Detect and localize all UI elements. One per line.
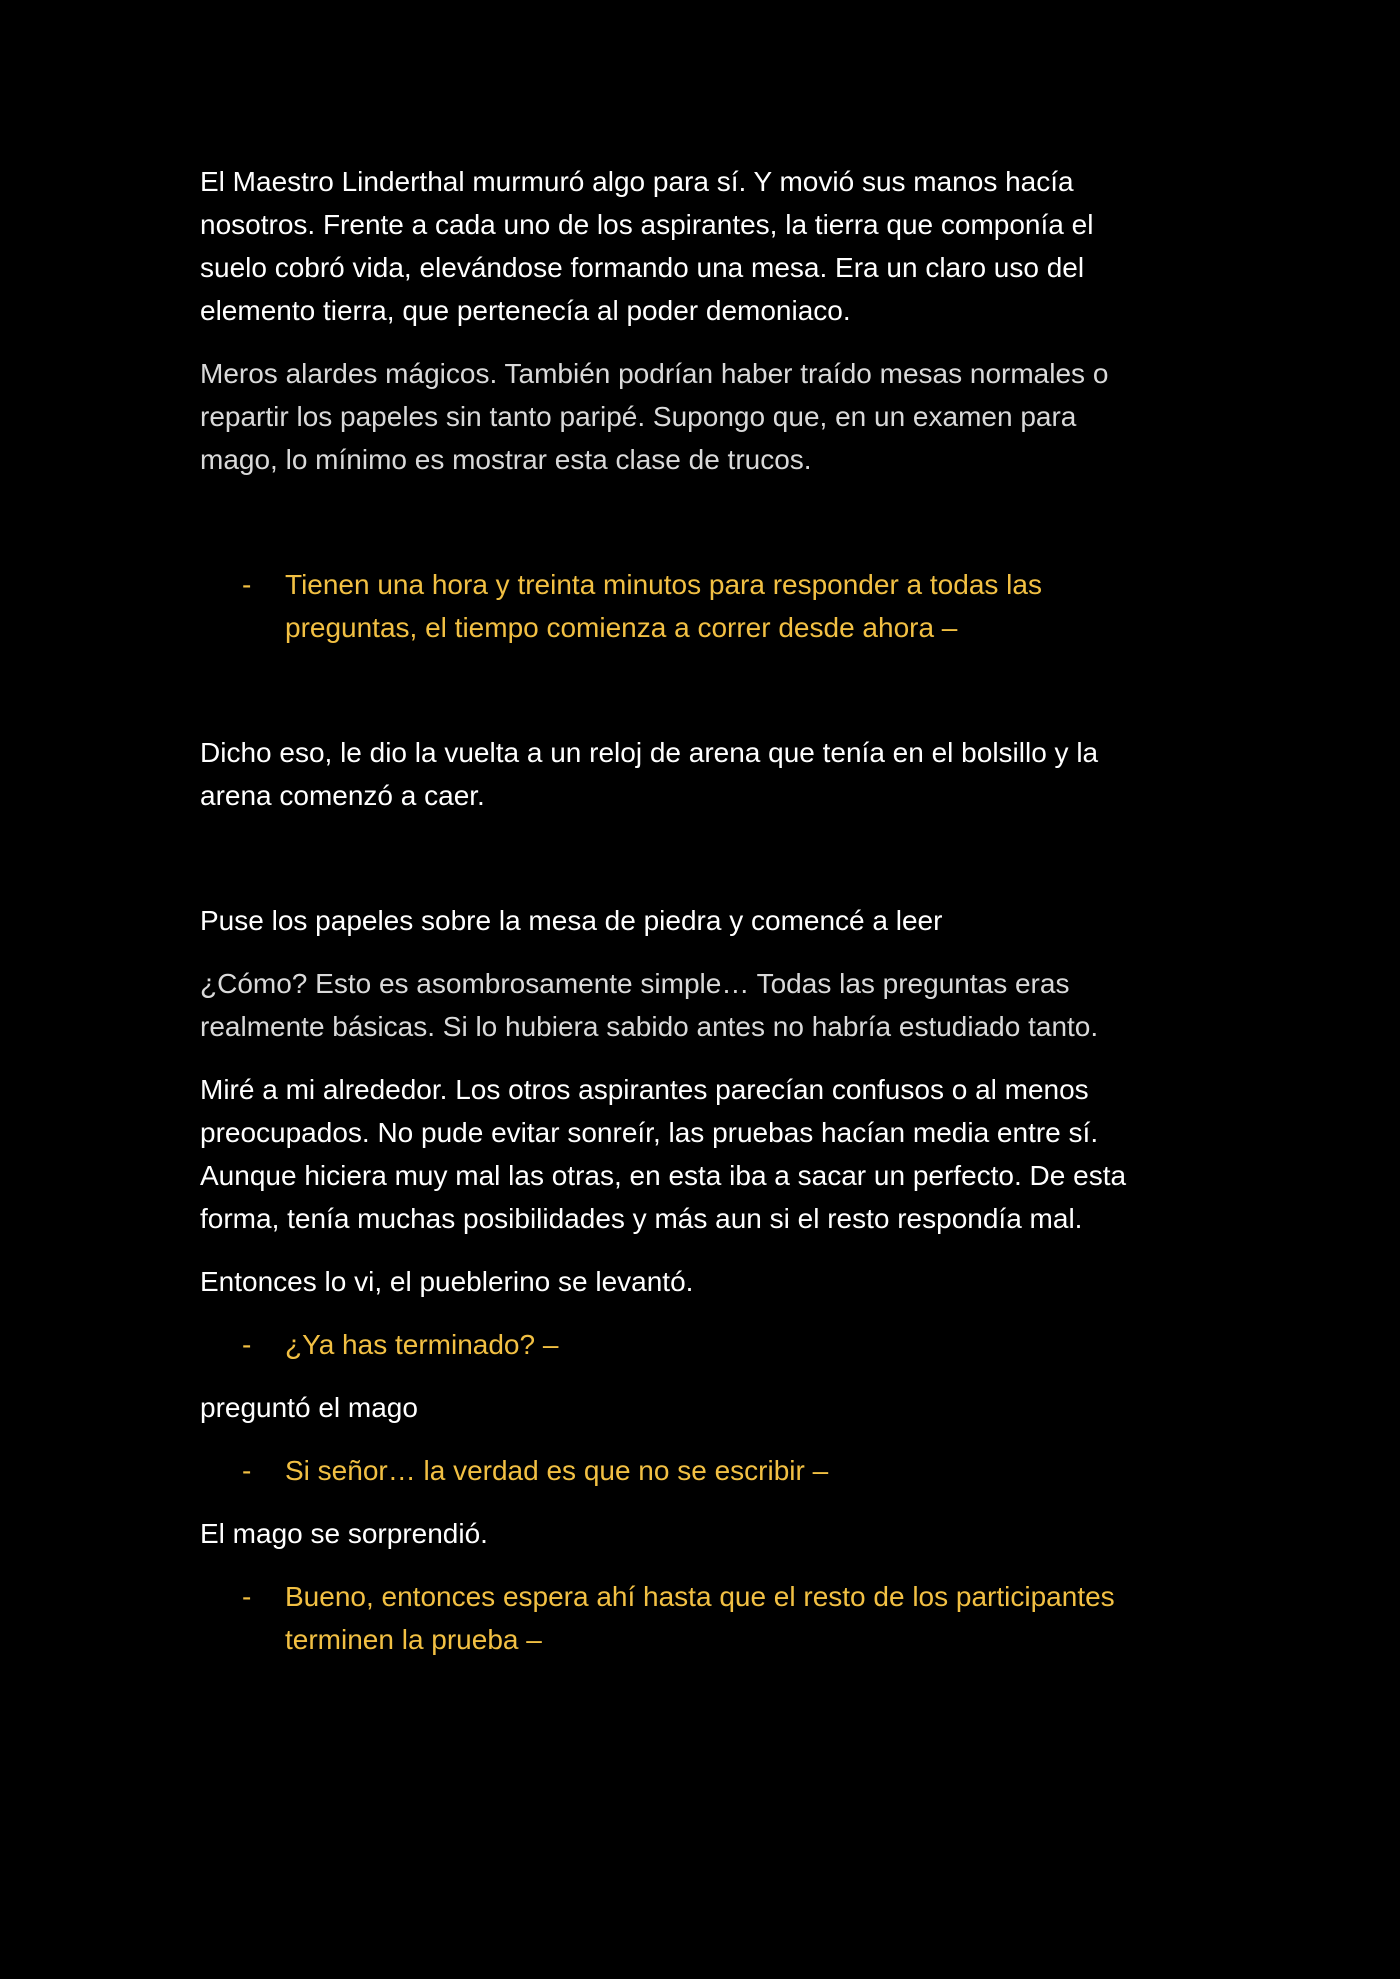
paragraph-narration-6: preguntó el mago — [200, 1392, 418, 1423]
paragraph-narration-7: El mago se sorprendió. — [200, 1518, 488, 1549]
dialogue-line-3 — [200, 1449, 1200, 1492]
dialogue-dash: - — [242, 569, 252, 600]
dialogue-text: Bueno, entonces espera ahí hasta que el resto de los participantes terminen la prueba – — [285, 1581, 1115, 1655]
dialogue-dash: - — [242, 1455, 252, 1486]
paragraph-narration-2: Dicho eso, le dio la vuelta a un reloj de arena que tenía en el bolsillo y la arena comenzó a caer. — [200, 737, 1099, 811]
dialogue-dash: - — [242, 1329, 252, 1360]
dialogue-line-2 — [200, 1323, 1200, 1366]
dialogue-text: Si señor… la verdad es que no se escribir – — [285, 1455, 829, 1486]
spacer — [200, 501, 1200, 563]
paragraph-narration-3: Puse los papeles sobre la mesa de piedra y comencé a leer — [200, 905, 943, 936]
paragraph-narration-1: El Maestro Linderthal murmuró algo para sí. Y movió sus manos hacía nosotros. Frente a cada uno de los aspirantes, la tierra que componía el suelo cobró vida, elevándose formando una mesa. Era un claro uso del elemento tierra, que pertenecía al poder demoniaco. — [200, 166, 1094, 326]
dialogue-dash: - — [242, 1581, 252, 1612]
spacer — [200, 837, 1200, 899]
dialogue-text: Tienen una hora y treinta minutos para responder a todas las preguntas, el tiempo comienza a correr desde ahora – — [285, 569, 1042, 643]
paragraph-narration-5: Entonces lo vi, el pueblerino se levantó. — [200, 1266, 694, 1297]
dialogue-line-1 — [200, 563, 1200, 649]
paragraph-narration-4: Miré a mi alrededor. Los otros aspirantes parecían confusos o al menos preocupados. No pude evitar sonreír, las pruebas hacían media entre sí. Aunque hiciera muy mal las otras, en esta iba a sacar un perfecto. De esta forma, tenía muchas posibilidades y más aun si el resto respondía mal. — [200, 1074, 1127, 1234]
spacer — [200, 669, 1200, 731]
dialogue-text: ¿Ya has terminado? – — [285, 1329, 559, 1360]
dialogue-line-4 — [200, 1575, 1200, 1661]
document-page — [200, 160, 1200, 1681]
paragraph-thought-2: ¿Cómo? Esto es asombrosamente simple… Todas las preguntas eras realmente básicas. Si lo hubiera sabido antes no habría estudiado tanto. — [200, 968, 1099, 1042]
paragraph-thought-1: Meros alardes mágicos. También podrían haber traído mesas normales o repartir los papeles sin tanto paripé. Supongo que, en un examen para mago, lo mínimo es mostrar esta clase de trucos. — [200, 358, 1109, 475]
